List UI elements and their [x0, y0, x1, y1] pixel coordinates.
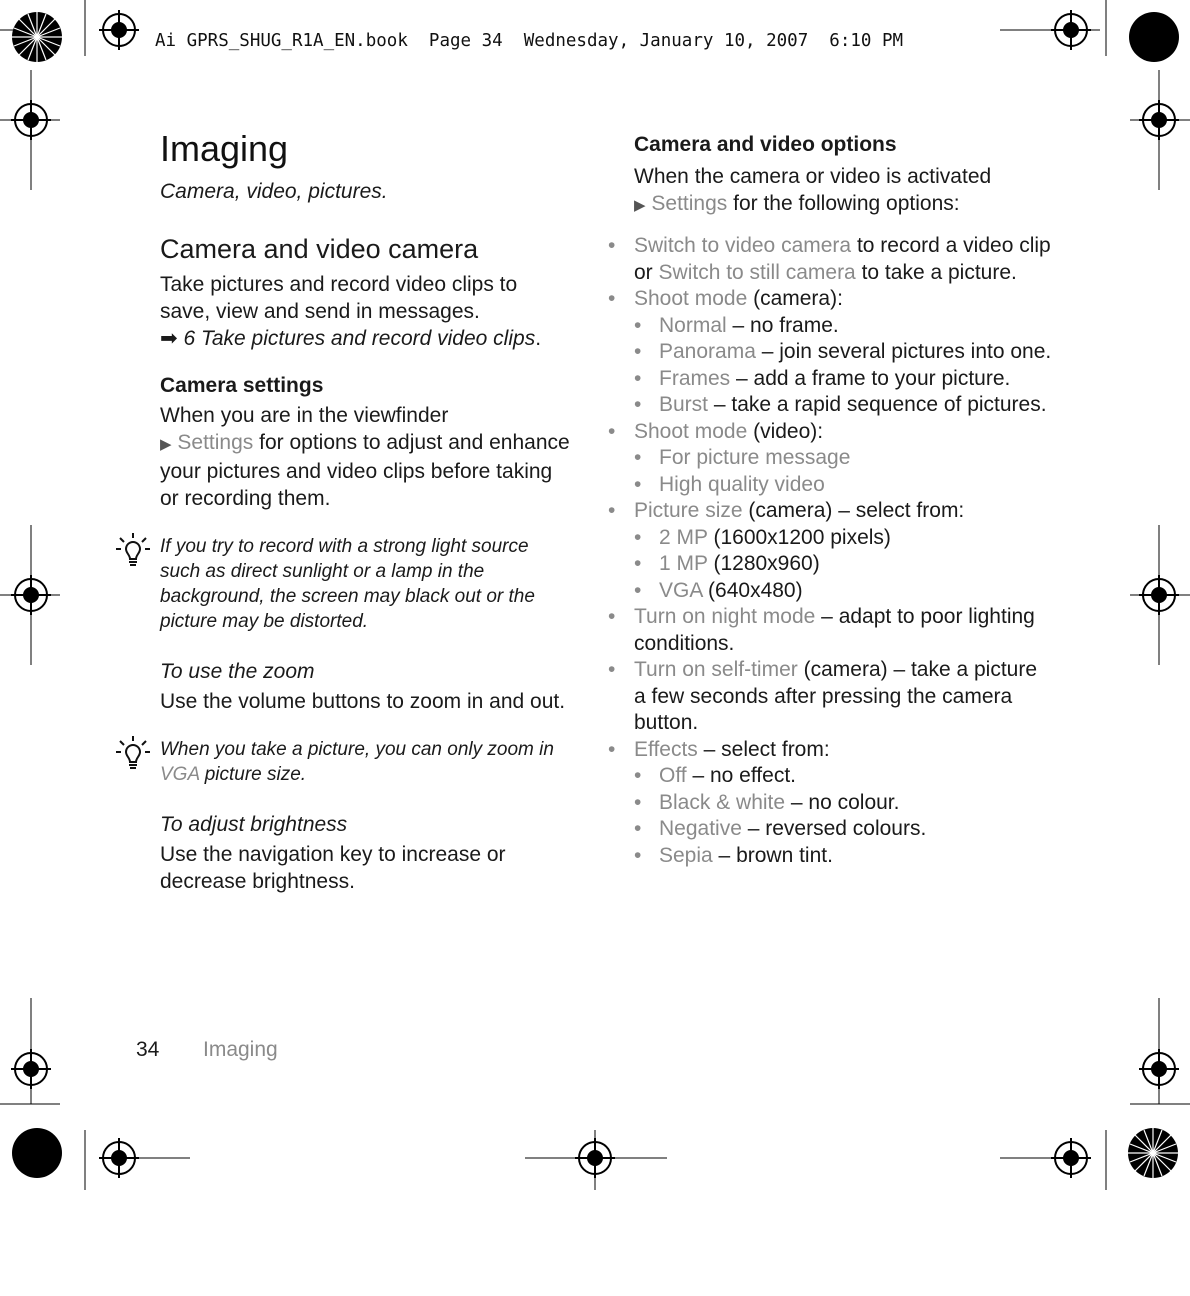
list-item — [634, 657, 1054, 737]
section-title: Camera and video camera — [160, 234, 479, 264]
lightbulb-tip-icon — [115, 532, 151, 568]
item-text: (camera) – take a picture a few seconds after pressing the camera button. — [634, 658, 1038, 734]
menu-term: Picture size — [634, 499, 743, 522]
sub-list-item — [659, 472, 1054, 499]
tip-strong-light — [160, 534, 570, 634]
brightness-title: To adjust brightness — [160, 813, 348, 836]
print-header: Ai GPRS_SHUG_R1A_EN.book Page 34 Wednesday, January 10, 2007 6:10 PM — [155, 31, 904, 51]
menu-term: Turn on self-timer — [634, 658, 798, 681]
menu-term: VGA — [659, 578, 703, 602]
sub-list-item — [659, 551, 1054, 578]
sub-list-item — [659, 313, 1054, 340]
zoom-text: Use the volume buttons to zoom in and out. — [160, 690, 566, 713]
brightness-text: Use the navigation key to increase or decrease brightness. — [160, 843, 506, 893]
menu-term: Shoot mode — [634, 287, 748, 310]
menu-term: Negative — [659, 817, 742, 840]
tip2-vga-term: VGA — [160, 764, 200, 785]
xref-arrow-icon: ➡ — [160, 327, 178, 350]
sub-list-item — [659, 392, 1054, 419]
menu-term: For picture message — [659, 446, 851, 469]
sub-list-item — [659, 578, 1054, 605]
options-p2: for the following options: — [727, 192, 960, 215]
menu-term: Panorama — [659, 340, 756, 363]
list-item — [634, 286, 1054, 419]
menu-term: Black & white — [659, 790, 786, 814]
menu-term: Off — [659, 764, 687, 787]
menu-term: Normal — [659, 313, 727, 337]
settings-menu-term: Settings — [651, 192, 728, 215]
sub-list — [659, 313, 1054, 419]
menu-term: Turn on night mode — [634, 605, 816, 628]
list-item — [634, 737, 1054, 870]
menu-term: Switch to still camera — [658, 260, 856, 284]
options-title: Camera and video options — [634, 133, 897, 156]
menu-term: 1 MP — [659, 552, 708, 575]
item-text: – select from: — [697, 737, 830, 761]
xref-end: . — [535, 327, 542, 350]
menu-term: Frames — [659, 366, 731, 390]
camera-settings-title: Camera settings — [160, 374, 324, 397]
sub-list-item — [659, 763, 1054, 790]
item-text: (video): — [747, 419, 824, 443]
xref-link[interactable]: 6 Take pictures and record video clips — [177, 327, 536, 350]
menu-term: Sepia — [659, 843, 713, 867]
options-list — [634, 233, 1054, 869]
menu-term: 2 MP — [659, 525, 708, 549]
item-text: (camera): — [747, 287, 843, 310]
item-text: – add a frame to your picture. — [730, 366, 1011, 390]
page-subtitle: Camera, video, pictures. — [160, 180, 388, 203]
item-text: – adapt to poor lighting conditions. — [634, 605, 1035, 655]
item-text: – no effect. — [686, 764, 796, 787]
options-intro — [634, 163, 1054, 219]
sub-list — [659, 763, 1054, 869]
list-item — [634, 233, 1054, 286]
item-text: (640x480) — [702, 578, 803, 602]
sub-list-item — [659, 790, 1054, 817]
item-text: – no frame. — [726, 313, 839, 337]
list-item — [634, 498, 1054, 604]
list-item — [634, 419, 1054, 499]
camera-settings-p2: for options to adjust and enhance your pictures and video clips before taking or recording them. — [160, 431, 570, 510]
menu-term: Effects — [634, 737, 698, 761]
item-text: to record a video clip or — [634, 234, 1051, 284]
play-arrow-icon: ▶ — [634, 197, 646, 214]
menu-term: Shoot mode — [634, 419, 748, 443]
item-text: – no colour. — [785, 790, 900, 814]
item-text: – brown tint. — [712, 843, 833, 867]
zoom-title: To use the zoom — [160, 660, 315, 683]
sub-list — [659, 445, 1054, 498]
sub-list-item — [659, 445, 1054, 472]
item-text: – reversed colours. — [741, 817, 927, 840]
item-text: to take a picture. — [855, 260, 1017, 284]
item-text: (1600x1200 pixels) — [707, 525, 891, 549]
intro-text: Take pictures and record video clips to save, view and send in messages. — [160, 273, 518, 323]
left-column — [160, 128, 570, 895]
section-intro — [160, 271, 570, 352]
page-number: 34 — [136, 1038, 160, 1061]
sub-list-item — [659, 525, 1054, 552]
item-text: (1280x960) — [707, 552, 820, 575]
tip-zoom-vga — [160, 737, 570, 787]
item-text: (camera) – select from: — [742, 499, 965, 522]
settings-menu-term: Settings — [177, 431, 254, 454]
lightbulb-tip-icon — [115, 735, 151, 771]
tip2-text-a: When you take a picture, you can only zoom in — [160, 739, 554, 760]
list-item — [634, 604, 1054, 657]
right-column — [634, 133, 1054, 869]
tip2-text-b: picture size. — [199, 764, 307, 785]
options-p1: When the camera or video is activated — [634, 165, 992, 188]
sub-list-item — [659, 339, 1054, 366]
camera-settings-text — [160, 402, 570, 512]
menu-term: Burst — [659, 393, 709, 416]
menu-term: Switch to video camera — [634, 234, 852, 257]
sub-list-item — [659, 366, 1054, 393]
sub-list-item — [659, 816, 1054, 843]
item-text: – take a rapid sequence of pictures. — [708, 393, 1047, 416]
page-title: Imaging — [160, 128, 289, 169]
menu-term: High quality video — [659, 472, 825, 496]
sub-list-item — [659, 843, 1054, 870]
camera-settings-p1: When you are in the viewfinder — [160, 404, 449, 427]
sub-list — [659, 525, 1054, 605]
play-arrow-icon: ▶ — [160, 436, 172, 453]
tip1-text: If you try to record with a strong light source such as direct sunlight or a lamp in the background, the screen may black out or the picture may be distorted. — [160, 536, 535, 632]
footer-section-name: Imaging — [203, 1038, 278, 1061]
item-text: – join several pictures into one. — [755, 340, 1052, 363]
